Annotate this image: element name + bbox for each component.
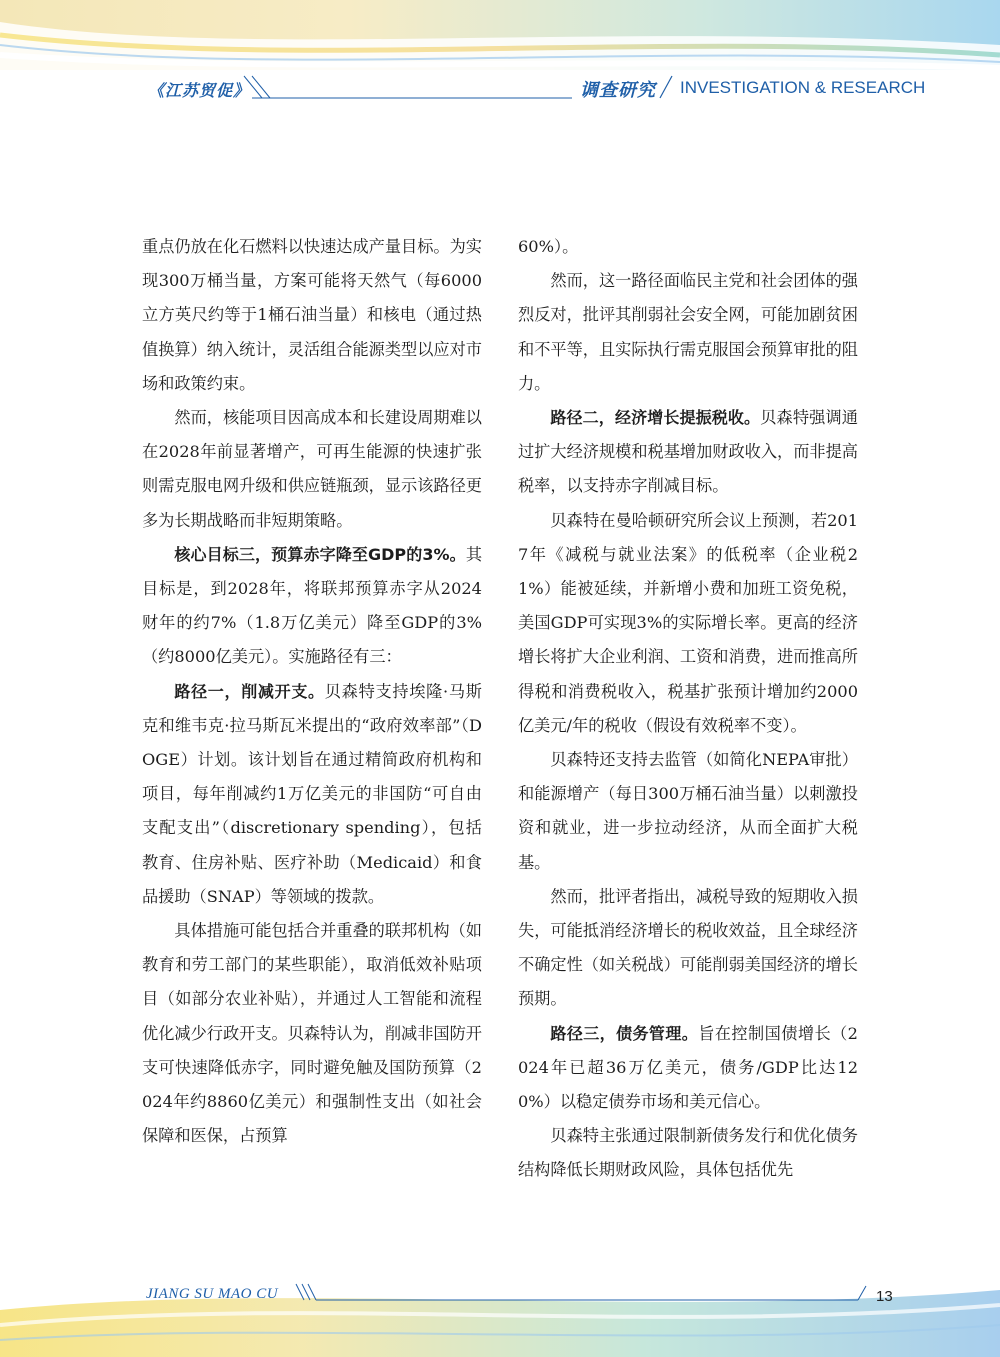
paragraph: 重点仍放在化石燃料以快速达成产量目标。为实现300万桶当量，方案可能将天然气（每6000立方英尺约等于1桶石油当量）和核电（通过热值换算）纳入统计，灵活组合能源类型以应对市场和政策约束。 (142, 237, 482, 393)
paragraph: 贝森特还支持去监管（如简化NEPA审批）和能源增产（每日300万桶石油当量）以刺激投资和就业，进一步拉动经济，从而全面扩大税基。 (518, 750, 858, 872)
section-title-en: INVESTIGATION & RESEARCH (680, 78, 926, 97)
paragraph: 然而，这一路径面临民主党和社会团体的强烈反对，批评其削弱社会安全网，可能加剧贫困和不平等，且实际执行需克服国会预算审批的阻力。 (518, 271, 858, 393)
paragraph: 贝森特在曼哈顿研究所会议上预测，若2017年《减税与就业法案》的低税率（企业税21%）能被延续，并新增小费和加班工资免税，美国GDP可实现3%的实际增长率。更高的经济增长将扩大企业利润、工资和消费，进而推高所得税和消费税收入，税基扩张预计增加约2000亿美元/年的税收（假设有效税率不变）。 (518, 510, 858, 735)
magazine-name: 《江苏贸促》 (148, 81, 251, 100)
paragraph: 具体措施可能包括合并重叠的联邦机构（如教育和劳工部门的某些职能），取消低效补贴项目（如部分农业补贴），并通过人工智能和流程优化减少行政开支。贝森特认为，削减非国防开支可快速降低赤字，同时避免触及国防预算（2024年约8860亿美元）和强制性支出（如社会保障和医保，占预算 (142, 921, 482, 1146)
paragraph-heading: 核心目标三，预算赤字降至GDP的3%。 (174, 544, 466, 564)
paragraph: 路径一，削减开支。贝森特支持埃隆·马斯克和维韦克·拉马斯瓦米提出的“政府效率部”（DOGE）计划。该计划旨在通过精简政府机构和项目，每年削减约1万亿美元的非国防“可自由支配支出”（discretionary spending），包括教育、住房补贴、医疗补助（Medicaid）和食品援助（SNAP）等领域的拨款。 (142, 681, 482, 906)
paragraph-heading: 路径二，经济增长提振税收。 (550, 408, 761, 428)
paragraph: 核心目标三，预算赤字降至GDP的3%。其目标是，到2028年，将联邦预算赤字从2024财年的约7%（1.8万亿美元）降至GDP的3%（约8000亿美元）。实施路径有三： (142, 544, 482, 667)
paragraph: 然而，批评者指出，减税导致的短期收入损失，可能抵消经济增长的税收效益，且全球经济不确定性（如关税战）可能削弱美国经济的增长预期。 (518, 886, 858, 1009)
paragraph: 然而，核能项目因高成本和长建设周期难以在2028年前显著增产，可再生能源的快速扩张则需克服电网升级和供应链瓶颈，显示该路径更多为长期战略而非短期策略。 (142, 408, 482, 530)
header-decorative-band (0, 0, 1000, 70)
footer-magazine-title: JIANG SU MAO CU (146, 1286, 279, 1302)
paragraph-heading: 路径三，债务管理。 (550, 1023, 699, 1043)
left-column (142, 230, 482, 1153)
paragraph: 路径三，债务管理。旨在控制国债增长（2024年已超36万亿美元，债务/GDP比达120%）以稳定债券市场和美元信心。 (518, 1023, 858, 1112)
paragraph-heading: 路径一，削减开支。 (174, 681, 325, 701)
right-column (518, 230, 858, 1188)
paragraph: 路径二，经济增长提振税收。贝森特强调通过扩大经济规模和税基增加财政收入，而非提高税率，以支持赤字削减目标。 (518, 408, 858, 496)
section-title-cn: 调查研究 (580, 80, 656, 101)
paragraph: 贝森特主张通过限制新债务发行和优化债务结构降低长期财政风险，具体包括优先 (518, 1126, 858, 1180)
paragraph: 60%）。 (518, 237, 579, 256)
page-number: 13 (876, 1288, 893, 1305)
page-header (0, 70, 1000, 106)
